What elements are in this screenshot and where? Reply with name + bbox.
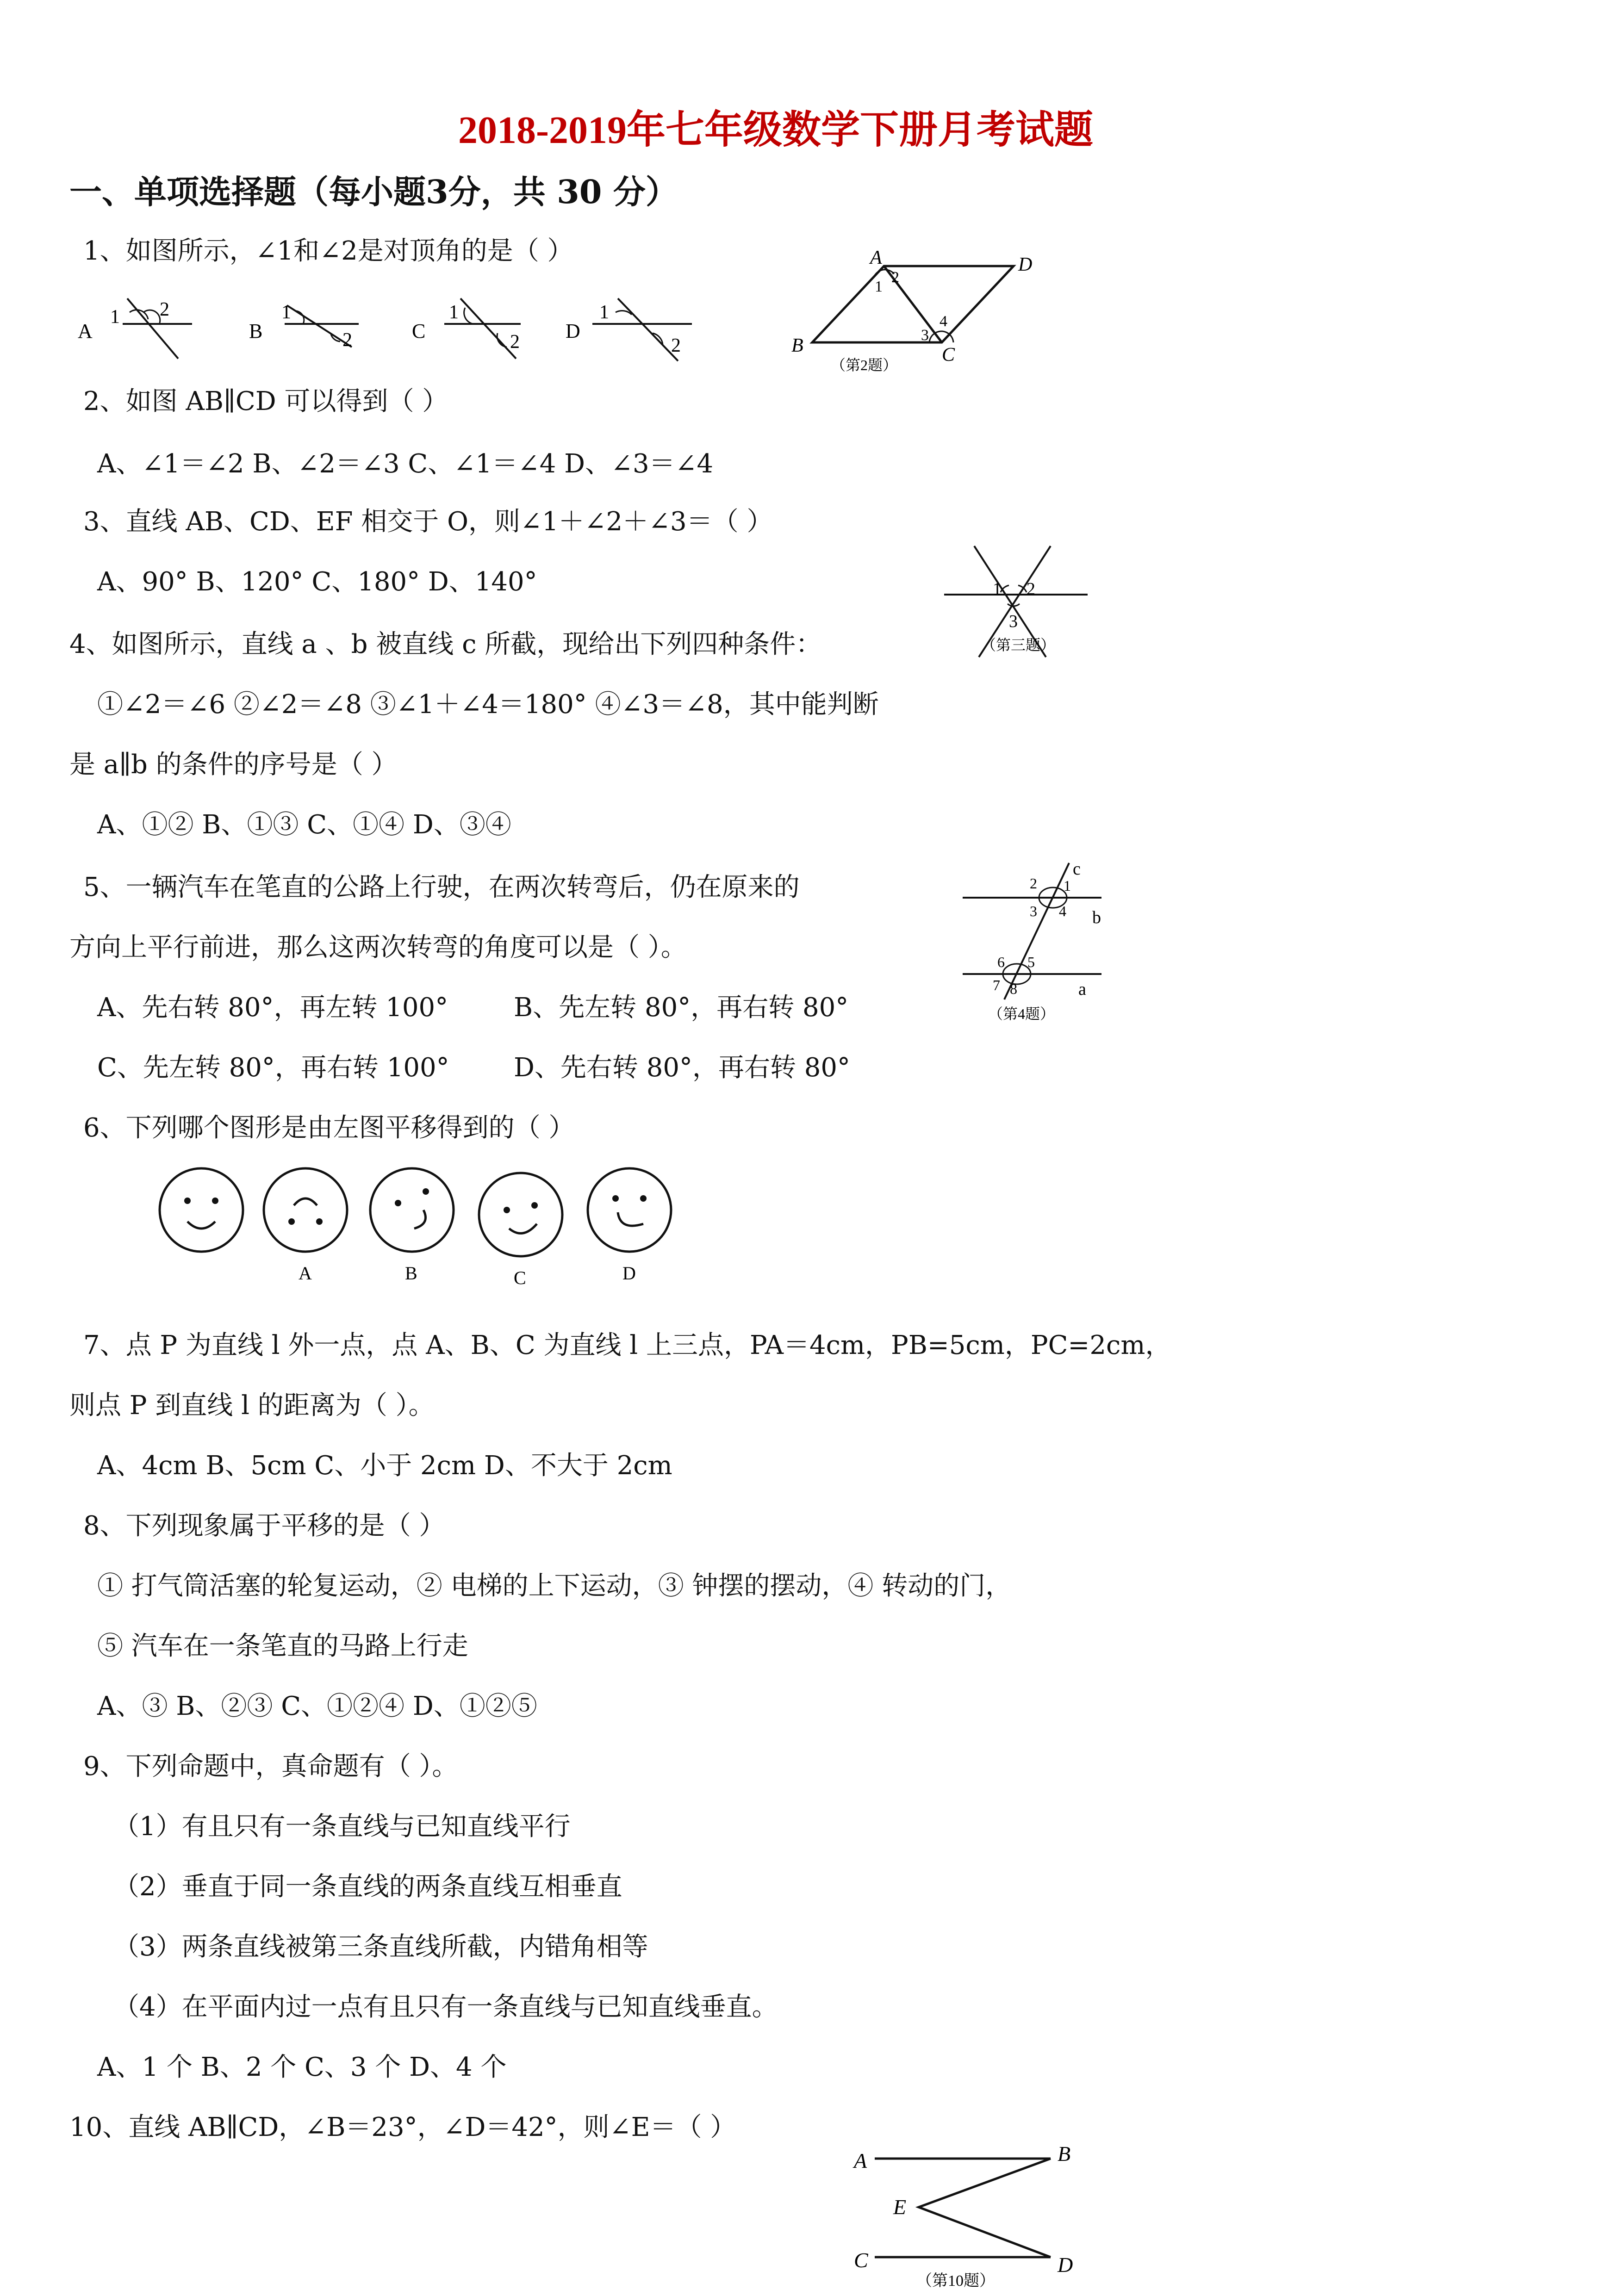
svg-text:2: 2 [160,299,169,320]
question-8-options[interactable]: A、③ B、②③ C、①②④ D、①②⑤ [97,1691,537,1721]
question-2-stem: 2、如图 AB∥CD 可以得到（ ） [83,386,448,416]
q1-option-b-figure [249,302,359,351]
svg-text:1: 1 [449,302,459,323]
fig3-caption: （第三题） [981,637,1056,653]
section-heading: 一、单项选择题（每小题3分，共 30 分） [69,173,678,211]
fig4-caption: （第4题） [988,1005,1055,1022]
figure-q4-transversal [953,861,1111,1027]
question-4-conditions: ①∠2＝∠6 ②∠2＝∠8 ③∠1＋∠4＝180° ④∠3＝∠8，其中能判断 [97,689,879,720]
fig10-caption: （第10题） [916,2272,995,2290]
q6-original-face [160,1168,243,1252]
question-8-stem: 8、下列现象属于平移的是（ ） [83,1511,445,1541]
figure-q10 [847,2133,1106,2295]
question-8-line2: ① 打气筒活塞的轮复运动，② 电梯的上下运动，③ 钟摆的摆动，④ 转动的门， [97,1571,1012,1601]
q1-option-d-figure [566,298,692,361]
svg-text:1: 1 [599,302,609,323]
figure-q2-parallelogram [782,245,1041,379]
fig2-angle-4: 4 [940,313,947,330]
q1-option-a-label: A [78,320,93,342]
figure-q3-three-lines [940,541,1092,666]
question-4-line3: 是 a∥b 的条件的序号是（ ） [69,750,398,780]
fig10-label-b: B [1058,2142,1071,2166]
fig3-angle-1: 1 [993,579,1002,599]
question-7-line2: 则点 P 到直线 l 的距离为（ ）。 [69,1390,435,1421]
question-3-stem: 3、直线 AB、CD、EF 相交于 O，则∠1＋∠2＋∠3＝（ ） [83,507,773,537]
fig4-label-b: b [1092,908,1101,927]
question-5-line2: 方向上平行前进，那么这两次转弯的角度可以是（ ）。 [69,932,687,962]
page-title: 2018-2019年七年级数学下册月考试题 [458,109,1093,152]
fig2-label-b: B [791,335,803,356]
svg-text:1: 1 [281,302,291,323]
question-5-option-b[interactable]: B、先左转 80°，再右转 80° [514,993,849,1023]
question-9-stem: 9、下列命题中，真命题有（ ）。 [83,1751,458,1781]
fig3-angle-2: 2 [1027,579,1035,599]
fig2-angle-2: 2 [891,269,899,286]
fig4-label-a: a [1078,980,1086,999]
question-6-faces [157,1166,690,1286]
fig2-caption: （第2题） [831,357,898,373]
question-4-stem: 4、如图所示，直线 a 、b 被直线 c 所截，现给出下列四种条件： [69,629,822,659]
fig10-label-e: E [893,2195,907,2219]
fig4-angle-4: 4 [1059,903,1066,919]
question-5-stem: 5、一辆汽车在笔直的公路上行驶，在两次转弯后，仍在原来的 [83,872,800,902]
question-10-stem: 10、直线 AB∥CD，∠B＝23°，∠D＝42°，则∠E＝（ ） [69,2112,736,2142]
q1-option-c-figure [412,298,521,359]
fig3-angle-3: 3 [1009,612,1018,631]
fig10-label-d: D [1058,2253,1073,2277]
question-7-stem: 7、点 P 为直线 l 外一点，点 A、B、C 为直线 l 上三点，PA＝4cm，PB=5cm，PC=2cm， [83,1330,1171,1360]
q6-option-c-face [479,1173,562,1288]
fig10-label-c: C [854,2248,868,2272]
q6-label-b: B [405,1263,417,1284]
fig2-label-d: D [1018,254,1033,275]
fig10-label-a: A [854,2149,867,2172]
svg-text:1: 1 [110,306,120,328]
question-1-figures [69,287,717,370]
fig2-label-c: C [942,344,955,366]
question-5-option-c[interactable]: C、先左转 80°，再右转 100° [97,1053,449,1083]
fig4-angle-3: 3 [1030,903,1037,919]
question-2-options[interactable]: A、∠1＝∠2 B、∠2＝∠3 C、∠1＝∠4 D、∠3＝∠4 [97,449,714,479]
fig2-angle-3: 3 [921,327,929,344]
q6-label-a: A [299,1263,312,1284]
fig4-angle-6: 6 [997,954,1005,970]
question-5-option-a[interactable]: A、先右转 80°，再左转 100° [97,993,448,1023]
q6-option-a-face [264,1168,347,1284]
fig4-label-c: c [1073,859,1081,879]
q1-option-a-figure [78,298,192,359]
svg-text:2: 2 [342,329,352,351]
svg-text:2: 2 [671,335,681,356]
question-9-options[interactable]: A、1 个 B、2 个 C、3 个 D、4 个 [97,2052,507,2082]
question-6-stem: 6、下列哪个图形是由左图平移得到的（ ） [83,1113,575,1143]
question-4-options[interactable]: A、①② B、①③ C、①④ D、③④ [97,810,511,840]
question-8-line3: ⑤ 汽车在一条笔直的马路上行走 [97,1631,468,1661]
fig2-angle-1: 1 [875,278,883,295]
fig2-label-a: A [870,247,882,268]
fig4-angle-1: 1 [1064,877,1071,894]
question-9-statement-2: （2）垂直于同一条直线的两条直线互相垂直 [113,1872,622,1902]
q1-option-b-label: B [249,320,263,342]
fig4-angle-8: 8 [1010,980,1017,997]
question-3-options[interactable]: A、90° B、120° C、180° D、140° [97,567,537,597]
question-9-statement-3: （3）两条直线被第三条直线所截，内错角相等 [113,1932,648,1962]
q6-option-d-face [588,1168,671,1284]
q1-option-d-label: D [566,320,580,342]
q6-label-d: D [622,1263,636,1284]
question-9-statement-4: （4）在平面内过一点有且只有一条直线与已知直线垂直。 [113,1992,778,2022]
q6-label-c: C [514,1267,526,1288]
fig4-angle-2: 2 [1030,875,1037,892]
fig4-angle-5: 5 [1027,954,1035,970]
question-1-stem: 1、如图所示，∠1和∠2是对顶角的是（ ） [83,236,573,266]
question-9-statement-1: （1）有且只有一条直线与已知直线平行 [113,1812,571,1842]
q6-option-b-face [370,1168,454,1284]
svg-text:2: 2 [510,331,520,353]
fig4-angle-7: 7 [993,977,1000,993]
question-5-option-d[interactable]: D、先右转 80°，再右转 80° [514,1053,851,1083]
q1-option-c-label: C [412,320,426,342]
question-7-options[interactable]: A、4cm B、5cm C、小于 2cm D、不大于 2cm [97,1451,672,1481]
